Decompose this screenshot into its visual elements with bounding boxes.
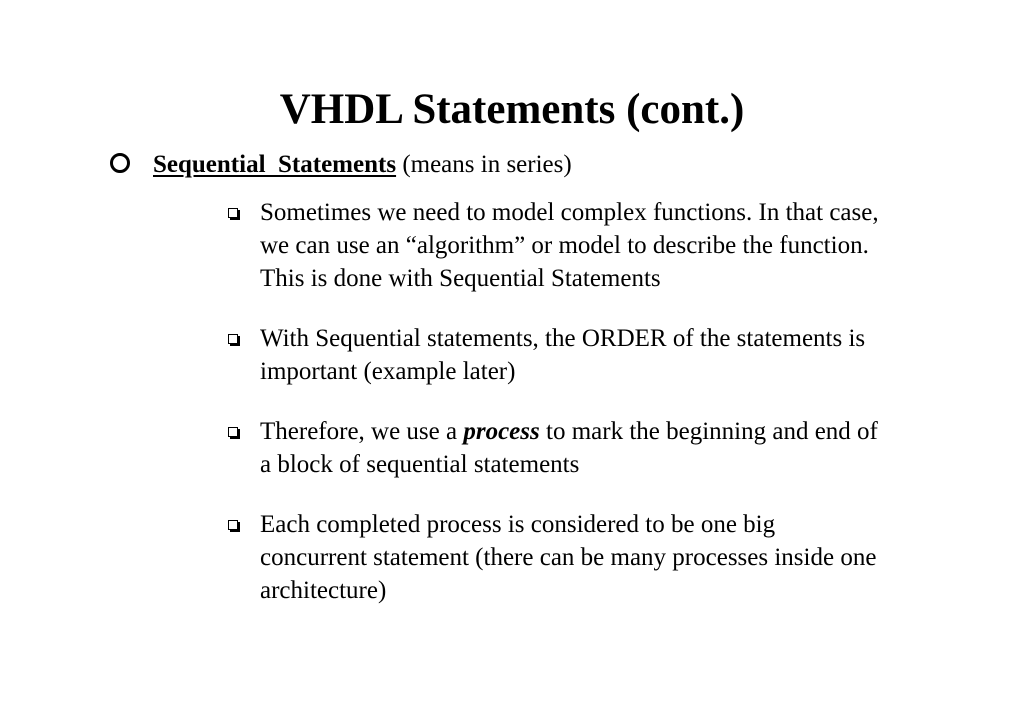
sub-bullet-item — [226, 415, 886, 481]
sub-bullet-text: Sometimes we need to model complex functions. In that case, we can use an “algorithm” or model to describe the function. This is done with Sequential Statements — [260, 199, 879, 292]
main-bullet — [110, 149, 572, 181]
sub-bullet-text: With Sequential statements, the ORDER of the statements is important (example later) — [260, 325, 866, 385]
sub-bullet-item — [226, 508, 886, 607]
sub-bullet-list — [226, 196, 886, 634]
sub-bullet-text: Each completed process is considered to be one big concurrent statement (there can be many processes inside one architecture) — [260, 511, 877, 604]
main-bullet-heading: Sequential Statements — [153, 151, 397, 178]
sub-bullet-item — [226, 196, 886, 295]
sub-bullet-text-after: to mark the beginning and end of a block of sequential statements — [260, 418, 878, 478]
hollow-square-bullet-icon — [228, 520, 238, 530]
main-bullet-suffix: (means in series) — [396, 151, 572, 178]
slide-title: VHDL Statements (cont.) — [279, 86, 745, 133]
sub-bullet-text-before: Therefore, we use a — [260, 418, 464, 445]
hollow-square-bullet-icon — [228, 427, 238, 437]
process-keyword: process — [463, 418, 540, 445]
hollow-circle-bullet-icon — [110, 153, 130, 173]
hollow-square-bullet-icon — [228, 334, 238, 344]
sub-bullet-item — [226, 322, 886, 388]
hollow-square-bullet-icon — [228, 208, 238, 218]
